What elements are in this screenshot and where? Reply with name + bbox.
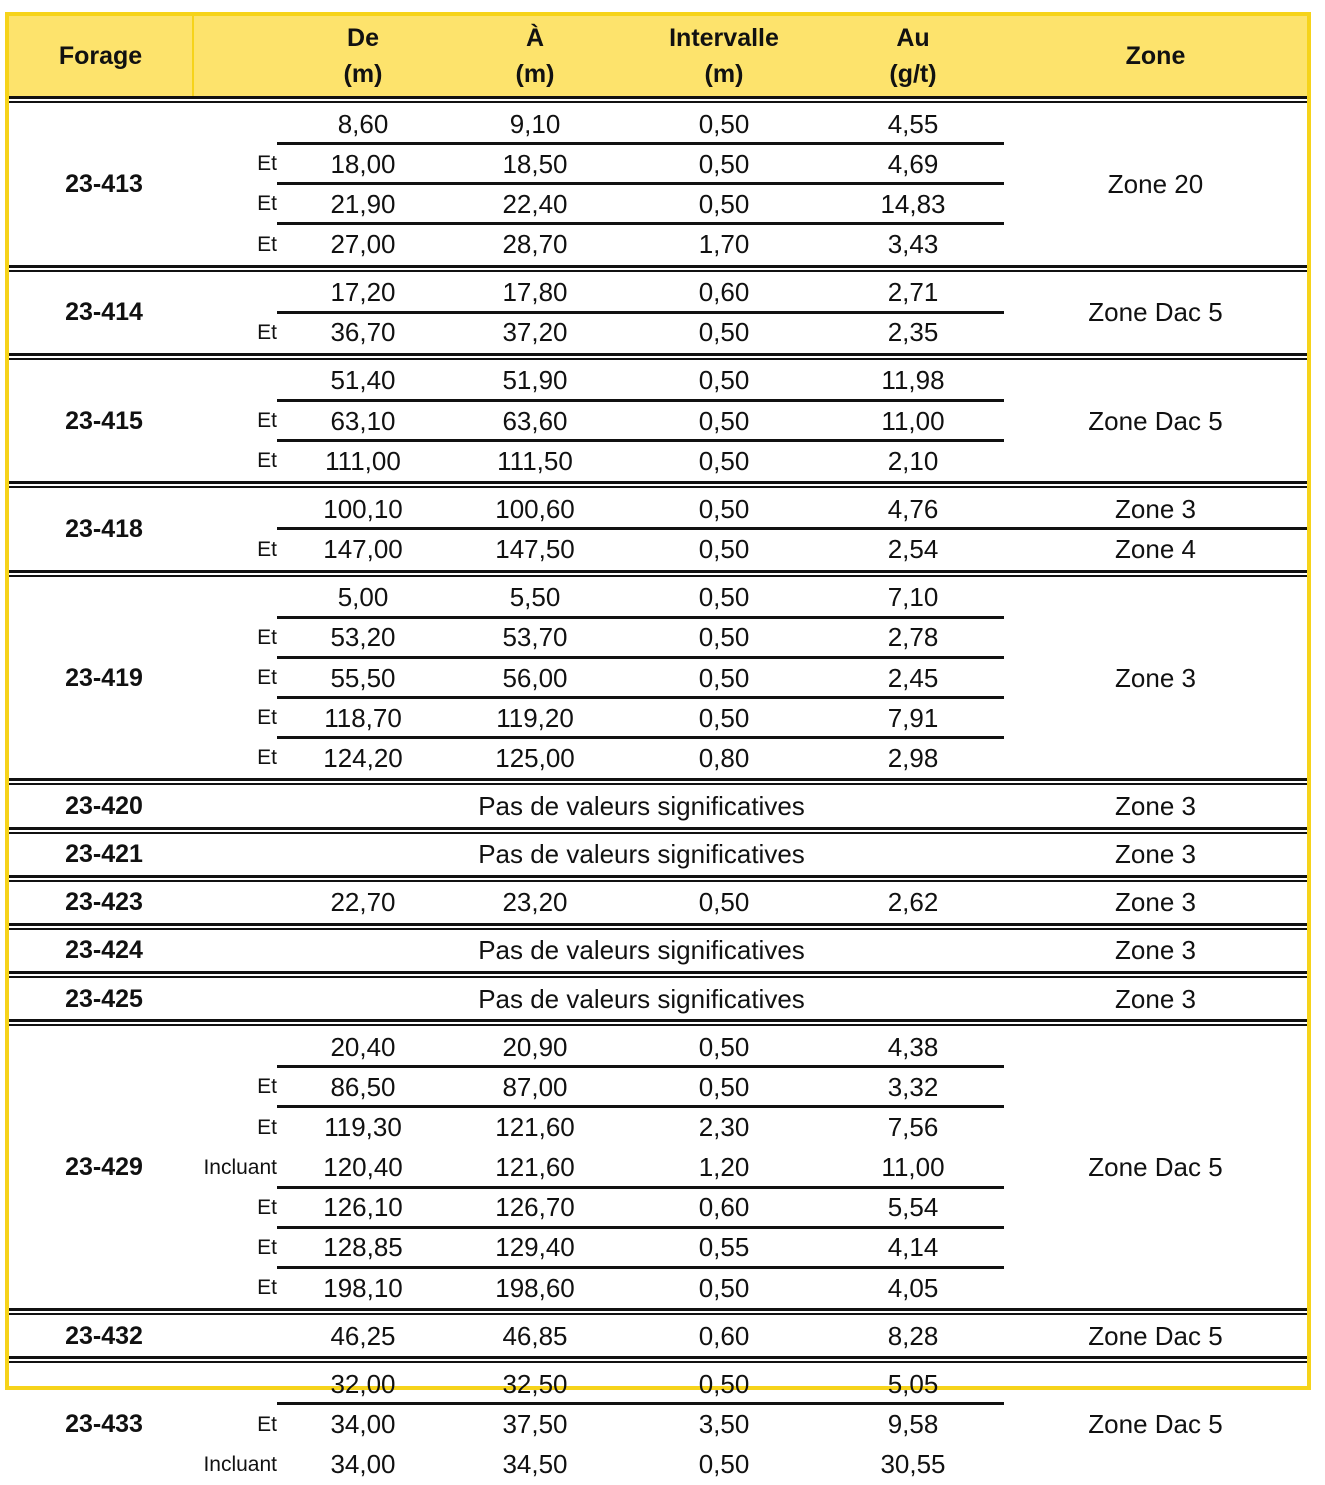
zone-label: Zone 4 <box>1115 534 1196 565</box>
table-row <box>9 1228 1307 1268</box>
zone-label: Zone 3 <box>1115 790 1196 821</box>
interval-value: 1,20 <box>698 1152 750 1183</box>
qualifier-label: Et <box>257 449 277 473</box>
table-row <box>9 361 1307 401</box>
drill-group <box>9 1027 1307 1308</box>
qualifier-label: Et <box>257 1412 277 1436</box>
interval-value: 0,50 <box>698 1272 750 1303</box>
forage-id: 23-419 <box>65 663 143 692</box>
qualifier-label: Et <box>257 232 277 256</box>
header-a <box>451 16 619 96</box>
table-row <box>9 618 1307 658</box>
table-row <box>9 441 1307 481</box>
qualifier-label: Et <box>257 537 277 561</box>
header-intervalle-unit: (m) <box>704 60 744 88</box>
table-row <box>9 1148 1307 1188</box>
drill-group <box>9 104 1307 265</box>
qualifier-label: Et <box>257 1276 277 1300</box>
no-significant-values-note: Pas de valeurs significatives <box>478 935 805 966</box>
qualifier-label: Et <box>257 320 277 344</box>
from-value: 198,10 <box>323 1272 403 1303</box>
group-divider <box>9 96 1307 103</box>
grade-value: 2,62 <box>887 887 939 918</box>
table-row <box>9 1364 1307 1404</box>
table-header <box>9 16 1307 96</box>
table-row <box>9 489 1307 529</box>
table-row <box>9 578 1307 618</box>
results-table <box>5 12 1311 1480</box>
to-value: 87,00 <box>502 1071 568 1102</box>
qualifier-label: Et <box>257 706 277 730</box>
to-value: 125,00 <box>495 742 575 773</box>
header-forage-label: Forage <box>58 42 143 70</box>
group-divider <box>9 827 1307 834</box>
to-value: 53,70 <box>502 622 568 653</box>
interval-value: 0,50 <box>698 1449 750 1480</box>
grade-value: 7,91 <box>887 702 939 733</box>
from-value: 147,00 <box>323 534 403 565</box>
grade-value: 4,14 <box>887 1232 939 1263</box>
drill-group <box>9 786 1307 826</box>
from-value: 128,85 <box>323 1232 403 1263</box>
grade-value: 4,05 <box>887 1272 939 1303</box>
interval-value: 0,50 <box>698 662 750 693</box>
table-row <box>9 313 1307 353</box>
header-a-label: À <box>525 24 545 52</box>
interval-value: 0,50 <box>698 1071 750 1102</box>
table-row <box>9 273 1307 313</box>
to-value: 37,20 <box>502 317 568 348</box>
interval-value: 0,60 <box>698 1320 750 1351</box>
zone-label: Zone Dac 5 <box>1088 1409 1223 1440</box>
to-value: 20,90 <box>502 1031 568 1062</box>
zone-label: Zone 3 <box>1115 662 1196 693</box>
table-row <box>9 698 1307 738</box>
forage-id: 23-433 <box>65 1410 143 1439</box>
to-value: 37,50 <box>502 1409 568 1440</box>
grade-value: 4,69 <box>887 148 939 179</box>
qualifier-label: Et <box>257 1235 277 1259</box>
interval-value: 0,60 <box>698 277 750 308</box>
to-value: 51,90 <box>502 365 568 396</box>
zone-label: Zone Dac 5 <box>1088 405 1223 436</box>
qualifier-label: Et <box>257 409 277 433</box>
header-de-label: De <box>347 24 379 52</box>
qualifier-label: Et <box>257 666 277 689</box>
header-a-unit: (m) <box>515 60 555 88</box>
qualifier-label: Et <box>257 192 277 216</box>
grade-value: 11,00 <box>881 1152 945 1183</box>
drill-group <box>9 273 1307 353</box>
interval-value: 0,50 <box>698 148 750 179</box>
table-row <box>9 883 1307 923</box>
zone-label: Zone 3 <box>1115 887 1196 918</box>
from-value: 118,70 <box>324 702 402 733</box>
to-value: 198,60 <box>495 1272 575 1303</box>
drill-group <box>9 835 1307 875</box>
table-row <box>9 184 1307 224</box>
drill-group <box>9 489 1307 569</box>
from-value: 34,00 <box>330 1409 396 1440</box>
group-divider <box>9 1356 1307 1363</box>
header-zone-label: Zone <box>1125 42 1186 70</box>
table-row <box>9 1188 1307 1228</box>
from-value: 5,00 <box>337 582 389 613</box>
forage-id: 23-423 <box>65 888 143 917</box>
qualifier-label: Et <box>257 1195 277 1219</box>
interval-value: 0,50 <box>698 317 750 348</box>
to-value: 126,70 <box>495 1192 575 1223</box>
interval-value: 0,50 <box>698 1368 750 1399</box>
drill-group <box>9 883 1307 923</box>
zone-label: Zone 3 <box>1115 983 1196 1014</box>
from-value: 55,50 <box>330 662 396 693</box>
grade-value: 7,10 <box>887 582 939 613</box>
table-row <box>9 224 1307 264</box>
grade-value: 2,10 <box>887 445 939 476</box>
drill-group <box>9 1364 1307 1484</box>
to-value: 9,10 <box>509 108 561 139</box>
forage-id: 23-414 <box>65 298 143 327</box>
from-value: 8,60 <box>337 108 389 139</box>
from-value: 126,10 <box>323 1192 403 1223</box>
group-divider <box>9 875 1307 882</box>
forage-id: 23-415 <box>65 406 143 435</box>
table-row <box>9 1027 1307 1067</box>
grade-value: 14,83 <box>880 188 946 219</box>
to-value: 17,80 <box>502 277 568 308</box>
qualifier-label: Et <box>257 1115 277 1139</box>
forage-id: 23-421 <box>65 840 143 869</box>
header-divider <box>192 16 194 96</box>
grade-value: 4,76 <box>887 493 939 524</box>
drill-group <box>9 1316 1307 1356</box>
from-value: 20,40 <box>330 1031 396 1062</box>
grade-value: 5,05 <box>887 1368 939 1399</box>
forage-id: 23-420 <box>65 791 143 820</box>
header-zone <box>1004 16 1307 96</box>
forage-id: 23-413 <box>65 169 143 198</box>
forage-id: 23-432 <box>65 1321 143 1350</box>
header-intervalle-label: Intervalle <box>669 24 779 52</box>
table-row <box>9 1404 1307 1444</box>
to-value: 121,60 <box>495 1152 575 1183</box>
to-value: 28,70 <box>502 229 568 259</box>
header-de-unit: (m) <box>343 60 383 88</box>
interval-value: 0,55 <box>698 1232 750 1263</box>
interval-value: 0,50 <box>698 405 750 436</box>
zone-label: Zone Dac 5 <box>1088 1320 1223 1351</box>
group-divider <box>9 778 1307 785</box>
to-value: 119,20 <box>496 702 574 733</box>
to-value: 100,60 <box>495 493 575 524</box>
group-divider <box>9 1308 1307 1315</box>
to-value: 147,50 <box>495 534 575 565</box>
header-de <box>279 16 447 96</box>
table-row <box>9 658 1307 698</box>
drill-group <box>9 361 1307 481</box>
no-significant-values-note: Pas de valeurs significatives <box>478 983 805 1014</box>
no-significant-values-note: Pas de valeurs significatives <box>478 790 805 821</box>
table-row <box>9 529 1307 569</box>
grade-value: 2,71 <box>887 277 939 308</box>
from-value: 124,20 <box>323 742 403 773</box>
grade-value: 5,54 <box>887 1192 939 1223</box>
interval-value: 0,50 <box>698 702 750 733</box>
no-significant-values-note: Pas de valeurs significatives <box>478 839 805 870</box>
header-forage <box>9 16 192 96</box>
from-value: 111,00 <box>325 445 401 476</box>
forage-id: 23-418 <box>65 514 143 543</box>
zone-label: Zone Dac 5 <box>1088 1152 1223 1183</box>
qualifier-label: Incluant <box>203 1155 277 1179</box>
qualifier-label: Et <box>257 625 277 649</box>
from-value: 119,30 <box>324 1112 402 1142</box>
grade-value: 8,28 <box>887 1320 939 1351</box>
forage-id: 23-424 <box>65 936 143 965</box>
to-value: 121,60 <box>495 1112 575 1142</box>
grade-value: 3,43 <box>887 229 939 259</box>
drill-group <box>9 979 1307 1019</box>
drill-group <box>9 578 1307 779</box>
interval-value: 0,60 <box>698 1192 750 1223</box>
interval-value: 0,50 <box>698 493 750 524</box>
interval-value: 0,50 <box>698 108 750 139</box>
header-au <box>829 16 997 96</box>
to-value: 129,40 <box>495 1232 575 1263</box>
qualifier-label: Et <box>257 1075 277 1099</box>
interval-value: 0,50 <box>698 188 750 219</box>
from-value: 86,50 <box>330 1071 396 1102</box>
grade-value: 2,78 <box>887 622 939 653</box>
grade-value: 2,54 <box>887 534 939 565</box>
to-value: 22,40 <box>502 188 568 219</box>
group-divider <box>9 971 1307 978</box>
from-value: 53,20 <box>330 622 396 653</box>
table-row <box>9 104 1307 144</box>
grade-value: 4,55 <box>887 108 939 139</box>
table-row <box>9 401 1307 441</box>
qualifier-label: Incluant <box>203 1452 277 1476</box>
qualifier-label: Et <box>257 746 277 770</box>
zone-label: Zone 20 <box>1107 168 1204 199</box>
to-value: 111,50 <box>497 445 573 476</box>
grade-value: 7,56 <box>887 1112 939 1142</box>
grade-value: 4,38 <box>887 1031 939 1062</box>
drill-group <box>9 931 1307 971</box>
group-divider <box>9 923 1307 930</box>
interval-value: 3,50 <box>698 1409 750 1440</box>
zone-label: Zone 3 <box>1115 839 1196 870</box>
zone-label: Zone 3 <box>1115 935 1196 966</box>
grade-value: 30,55 <box>880 1449 946 1480</box>
header-au-label: Au <box>896 24 930 52</box>
interval-value: 2,30 <box>698 1112 750 1142</box>
from-value: 27,00 <box>330 229 396 259</box>
table-row <box>9 738 1307 778</box>
forage-id: 23-425 <box>65 984 143 1013</box>
interval-value: 0,50 <box>698 1031 750 1062</box>
grade-value: 3,32 <box>887 1071 939 1102</box>
interval-value: 1,70 <box>698 229 750 259</box>
interval-value: 0,50 <box>698 887 750 918</box>
to-value: 18,50 <box>502 148 568 179</box>
from-value: 120,40 <box>323 1152 403 1183</box>
table-row <box>9 144 1307 184</box>
zone-label: Zone 3 <box>1115 493 1196 524</box>
table-row <box>9 1107 1307 1147</box>
interval-value: 0,50 <box>698 582 750 613</box>
to-value: 56,00 <box>502 662 568 693</box>
forage-id: 23-429 <box>65 1153 143 1182</box>
zone-label: Zone Dac 5 <box>1088 297 1223 328</box>
from-value: 18,00 <box>330 148 396 179</box>
grade-value: 11,00 <box>881 405 945 436</box>
interval-value: 0,50 <box>698 534 750 565</box>
from-value: 17,20 <box>330 277 396 308</box>
group-divider <box>9 481 1307 488</box>
grade-value: 11,98 <box>881 365 945 396</box>
to-value: 34,50 <box>502 1449 568 1480</box>
to-value: 63,60 <box>502 405 568 436</box>
from-value: 21,90 <box>330 188 396 219</box>
from-value: 36,70 <box>330 317 396 348</box>
grade-value: 2,45 <box>887 662 939 693</box>
table-row <box>9 1268 1307 1308</box>
table-row <box>9 1316 1307 1356</box>
qualifier-label: Et <box>257 152 277 176</box>
from-value: 63,10 <box>330 405 396 436</box>
from-value: 51,40 <box>330 365 396 396</box>
table-row <box>9 1445 1307 1485</box>
header-intervalle <box>629 16 819 96</box>
table-row <box>9 1067 1307 1107</box>
interval-value: 0,50 <box>698 365 750 396</box>
interval-value: 0,50 <box>698 445 750 476</box>
from-value: 34,00 <box>330 1449 396 1480</box>
group-divider <box>9 1019 1307 1026</box>
grade-value: 9,58 <box>887 1409 939 1440</box>
to-value: 5,50 <box>509 582 561 613</box>
grade-value: 2,35 <box>887 317 939 348</box>
from-value: 100,10 <box>323 493 403 524</box>
header-au-unit: (g/t) <box>889 60 937 88</box>
interval-value: 0,50 <box>698 622 750 653</box>
group-divider <box>9 353 1307 360</box>
to-value: 32,50 <box>502 1368 568 1399</box>
from-value: 46,25 <box>330 1320 396 1351</box>
to-value: 23,20 <box>502 887 568 918</box>
grade-value: 2,98 <box>887 742 939 773</box>
interval-value: 0,80 <box>698 742 750 773</box>
to-value: 46,85 <box>502 1320 568 1351</box>
from-value: 32,00 <box>330 1368 396 1399</box>
group-divider <box>9 570 1307 577</box>
group-divider <box>9 265 1307 272</box>
from-value: 22,70 <box>330 887 396 918</box>
